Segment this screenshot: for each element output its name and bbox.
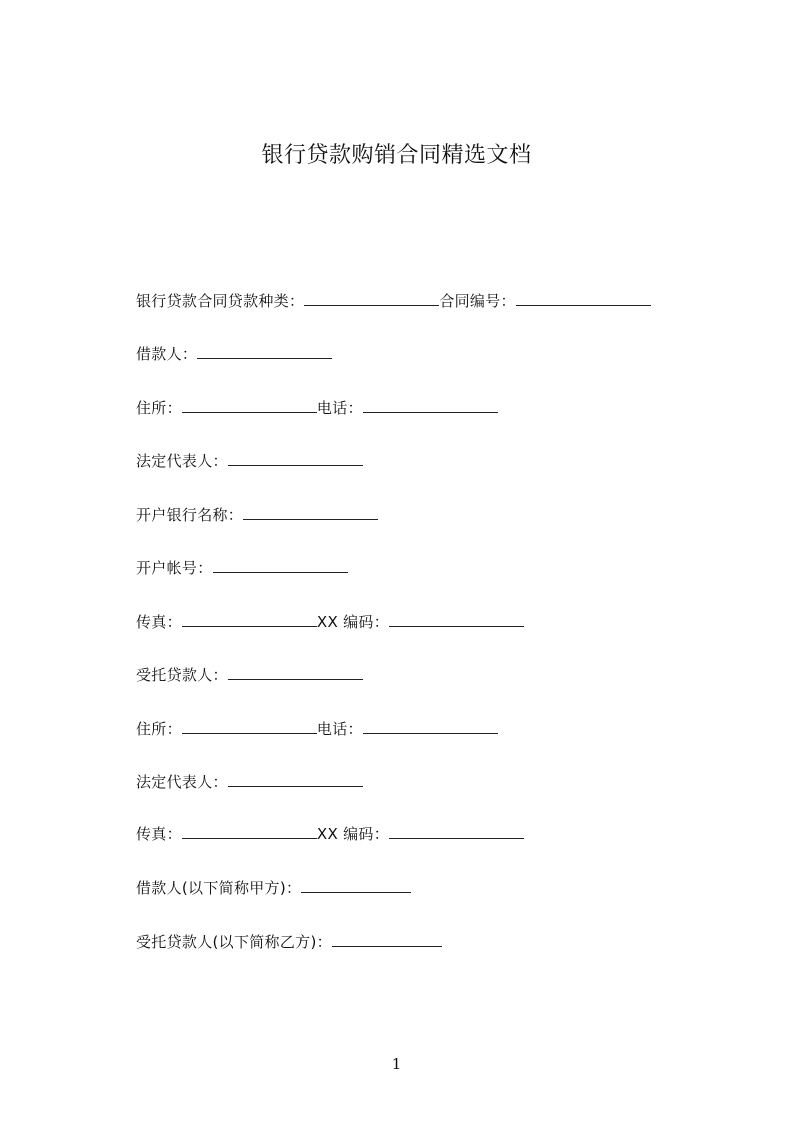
account-no-label: 开户帐号： xyxy=(136,559,213,577)
phone2-label: 电话： xyxy=(316,720,363,738)
trustee-lender-blank[interactable] xyxy=(228,664,363,680)
contract-no-blank[interactable] xyxy=(516,290,651,306)
legal-rep1-row xyxy=(136,450,363,472)
bank-name-label: 开户银行名称： xyxy=(136,506,244,524)
address1-blank[interactable] xyxy=(182,397,317,413)
party-a-blank[interactable] xyxy=(301,877,411,893)
postcode1-blank[interactable] xyxy=(389,611,524,627)
phone1-blank[interactable] xyxy=(363,397,498,413)
party-b-label: 受托贷款人(以下简称乙方)： xyxy=(136,933,332,951)
party-a-label: 借款人(以下简称甲方)： xyxy=(136,879,302,897)
legal-rep1-blank[interactable] xyxy=(228,450,363,466)
fax1-blank[interactable] xyxy=(182,611,317,627)
trustee-lender-row xyxy=(136,664,363,686)
page-number: 1 xyxy=(391,1055,402,1073)
account-no-blank[interactable] xyxy=(213,557,348,573)
loan-type-row xyxy=(136,290,651,312)
fax2-label: 传真： xyxy=(136,825,182,843)
trustee-lender-label: 受托贷款人： xyxy=(136,666,228,684)
contract-no-label: 合同编号： xyxy=(439,292,516,310)
address1-row xyxy=(136,397,498,419)
loan-type-blank[interactable] xyxy=(304,290,439,306)
fax1-row xyxy=(136,611,524,633)
phone1-label: 电话： xyxy=(316,399,363,417)
legal-rep2-row xyxy=(136,771,363,793)
bank-name-blank[interactable] xyxy=(243,504,378,520)
fax2-row xyxy=(136,823,524,845)
legal-rep2-label: 法定代表人： xyxy=(136,773,228,791)
legal-rep2-blank[interactable] xyxy=(228,771,363,787)
address2-label: 住所： xyxy=(136,720,182,738)
fax2-blank[interactable] xyxy=(182,823,317,839)
borrower-row xyxy=(136,343,332,365)
phone2-blank[interactable] xyxy=(363,718,498,734)
address1-label: 住所： xyxy=(136,399,182,417)
party-a-row xyxy=(136,877,411,899)
postcode2-label: XX 编码： xyxy=(316,825,390,843)
document-title: 银行贷款购销合同精选文档 xyxy=(261,143,532,168)
loan-type-label: 银行贷款合同贷款种类： xyxy=(136,292,305,310)
borrower-blank[interactable] xyxy=(197,343,332,359)
legal-rep1-label: 法定代表人： xyxy=(136,452,228,470)
address2-blank[interactable] xyxy=(182,718,317,734)
postcode2-blank[interactable] xyxy=(389,823,524,839)
borrower-label: 借款人： xyxy=(136,345,198,363)
fax1-label: 传真： xyxy=(136,613,182,631)
party-b-blank[interactable] xyxy=(332,931,442,947)
postcode1-label: XX 编码： xyxy=(316,613,390,631)
address2-row xyxy=(136,718,498,740)
bank-name-row xyxy=(136,504,378,526)
account-no-row xyxy=(136,557,348,579)
party-b-row xyxy=(136,931,442,953)
